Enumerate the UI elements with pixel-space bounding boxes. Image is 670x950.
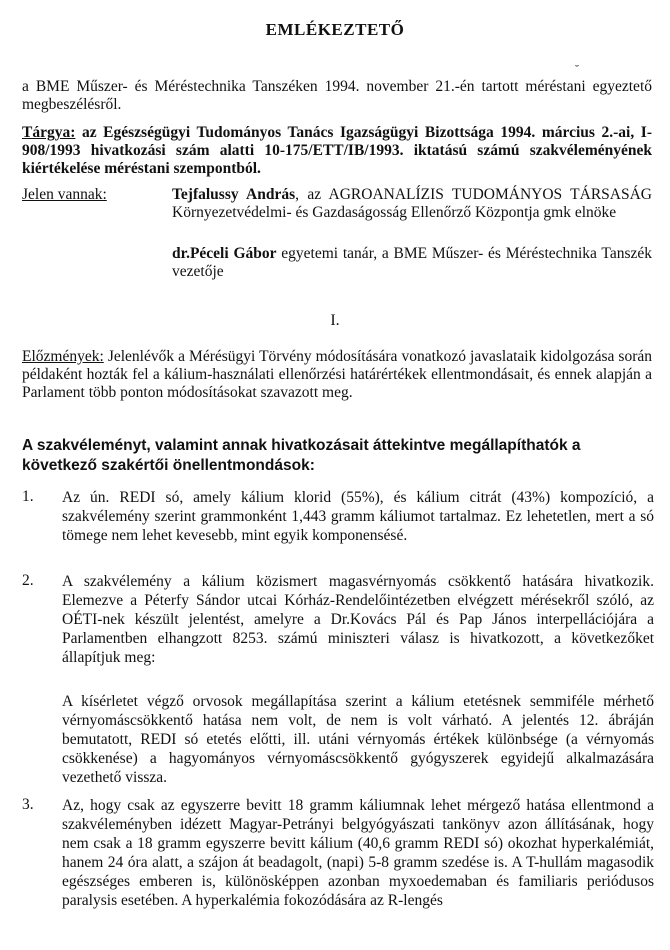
person-1-name: Tejfalussy András — [172, 186, 296, 203]
list-item-2-continuation: A kísérletet végző orvosok megállapítása szerint a kálium etetésnek semmiféle mérhető vérnyomáscsökkentő hatása nem volt, de nem is volt várható. A jelentés 12. ábráján bemutatott, REDI só etetés előtti, ill. utáni vérnyomás értékek különbsége (a vérnyomás csökkenése) a hagyományos vérnyomáscsökkentő gyógyszerek egyidejű alkalmazására vezethető vissza. — [62, 693, 654, 786]
findings-heading: A szakvéleményt, valamint annak hivatkozásait áttekintve megállapíthatók a következő szakértői önellentmondások: — [22, 437, 581, 474]
item-number-1: 1. — [22, 488, 34, 505]
person-2-name: dr.Péceli Gábor — [172, 245, 277, 262]
person-1-details: , az AGROANALÍZIS TUDOMÁNYOS TÁRSASÁG Környezetvédelmi- és Gazdaságosság Ellenőrző Központja gmk elnöke — [172, 186, 652, 221]
subject-label: Tárgya: — [22, 124, 76, 141]
list-item-2: A szakvélemény a kálium közismert magasvérnyomás csökkentő hatására hivatkozik. Elemezve a Péterfy Sándor utcai Kórház-Rendelőintézetben elvégzett mérésekről szóló, az OÉTI-nek készült jelentést, amelyre a Dr.Kovács Pál és Pap János interpellációjára a Parlamentben elhangzott 8253. számú miniszteri válasz is hivatkozott, a következőket állapítjuk meg: — [62, 573, 654, 666]
list-item-3: Az, hogy csak az egyszerre bevitt 18 gramm káliumnak lehet mérgező hatása ellentmond a szakvéleményben idézett Magyar-Petrányi belgyógyászati tankönyv azon állításának, hogy nem csak a 18 gramm egyszerre bevitt kálium (40,6 gramm REDI só) okozhat hyperkalémiát, hanem 24 óra alatt, a szájon át beadagolt, (napi) 5-8 gramm szedése is. A T-hullám magasodik egészséges emberen is, különösképpen azonban myxoedemaban és familiaris periódusos paralysis esetében. A hyperkalémia fokozódására az R-lengés — [62, 797, 654, 909]
intro-paragraph: a BME Műszer- és Méréstechnika Tanszéken 1994. november 21.-én tartott méréstani egyeztető megbeszélésről. — [22, 78, 652, 113]
antecedents-text: Jelenlévők a Mérésügyi Törvény módosítására vonatkozó javaslataik kidolgozása során példaként hozták fel a kálium-használati ellenőrzési határértékek ellentmondásait, és ennek alapján a Parlament több ponton módosításokat szavazott meg. — [22, 348, 652, 401]
present-label: Jelen vannak: — [22, 186, 107, 203]
section-number: I. — [330, 312, 340, 329]
present-person-1 — [172, 186, 652, 222]
antecedents-label: Előzmények: — [22, 348, 104, 365]
subject-text: az Egészségügyi Tudományos Tanács Igazságügyi Bizottsága 1994. március 2.-ai, I-908/1993 hivatkozási szám alatti 10-175/ETT/IB/1993. iktatású számú szakvéleményének kiértékelése méréstani szempontból. — [22, 124, 652, 177]
ink-mark: ˘ — [575, 62, 579, 76]
item-number-2: 2. — [22, 572, 34, 589]
antecedents-paragraph — [22, 348, 652, 402]
item-number-3: 3. — [22, 796, 34, 813]
person-2-details: egyetemi tanár, a BME Műszer- és Méréstechnika Tanszék vezetője — [172, 245, 652, 280]
document-title: EMLÉKEZTETŐ — [265, 20, 405, 39]
list-item-1: Az ún. REDI só, amely kálium klorid (55%), és kálium citrát (43%) kompozíció, a szakvélemény szerint grammonként 1,443 gramm káliumot tartalmaz. Ez lehetetlen, mert a só tömege nem lehet kevesebb, mint egyik komponensésé. — [62, 489, 654, 544]
present-person-2 — [172, 245, 652, 281]
subject-paragraph — [22, 124, 652, 178]
